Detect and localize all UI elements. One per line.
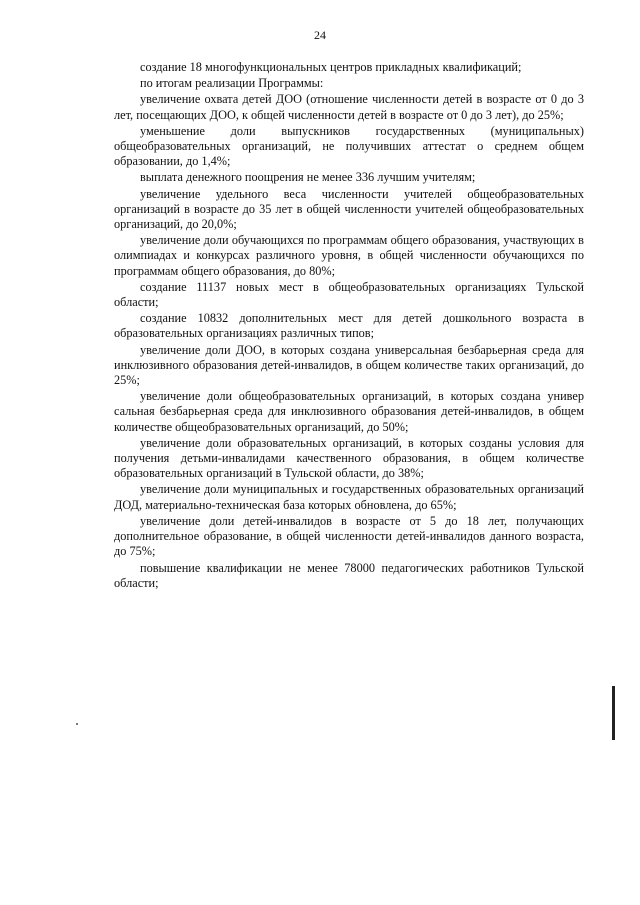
scan-speck xyxy=(76,723,78,725)
paragraph: создание 18 многофункциональных центров прикладных квалификаций; xyxy=(140,60,522,74)
page-number: 24 xyxy=(314,28,326,42)
paragraph: увеличение охвата детей ДОО (отношение численности детей в возрасте от 0 до 3 лет, посещающих ДОО, к общей численности детей в возрасте от 0 до 3 лет), до 25%; xyxy=(114,92,584,122)
paragraph: увеличение доли ДОО, в которых создана универсальная безбарьерная среда для инклюзивного образования детей-инвалидов, в общем количестве таких организаций, до 25%; xyxy=(114,342,584,388)
paragraph: выплата денежного поощрения не менее 336 лучшим учителям; xyxy=(140,170,476,185)
paragraph: увеличение удельного веса численности учителей общеобразовательных организаций в возрасте до 35 лет в общей численности учителей общеобразовательных организаций, до 20,0%; xyxy=(114,186,584,232)
paragraph: создание 11137 новых мест в общеобразовательных организациях Тульской области; xyxy=(114,279,584,310)
paragraph: увеличение доли образовательных организаций, в которых созданы условия для получения детьми-инвалидами качественного образования, в общем количестве образовательных организаций в Тульской области, до 38%; xyxy=(114,435,584,481)
paragraph: по итогам реализации Программы: xyxy=(140,76,324,91)
paragraph: увеличение доли обучающихся по программам общего образования, участвующих в олимпиадах и конкурсах различного уровня, в общей численности обучающихся по программам общего образования, до 80%; xyxy=(114,233,584,278)
paragraph: повышение квалификации не менее 78000 педагогических работников Тульской области; xyxy=(114,560,584,590)
paragraph: создание 10832 дополнительных мест для детей дошкольного возраста в образовательных организациях различных типов; xyxy=(114,311,584,341)
document-body xyxy=(114,60,584,592)
paragraph: увеличение доли муниципальных и государственных образовательных организаций ДОД, материально-техническая база которых обновлена, до 65%; xyxy=(114,482,584,512)
paragraph: увеличение доли детей-инвалидов в возрасте от 5 до 18 лет, получающих дополнительное образование, в общей численности детей-инвалидов данного возраста, до 75%; xyxy=(114,513,584,559)
paragraph: уменьшение доли выпускников государственных (муниципальных) общеобразовательных организаций, не получивших аттестат о среднем общем образовании, до 1,4%; xyxy=(114,123,584,169)
paragraph: увеличение доли общеобразовательных организаций, в которых создана универ сальная безбарьерная среда для инклюзивного образования детей-инвалидов, в общем количестве общеобразовательных организаций, до 50%; xyxy=(114,389,584,434)
scan-edge-mark xyxy=(612,686,615,740)
